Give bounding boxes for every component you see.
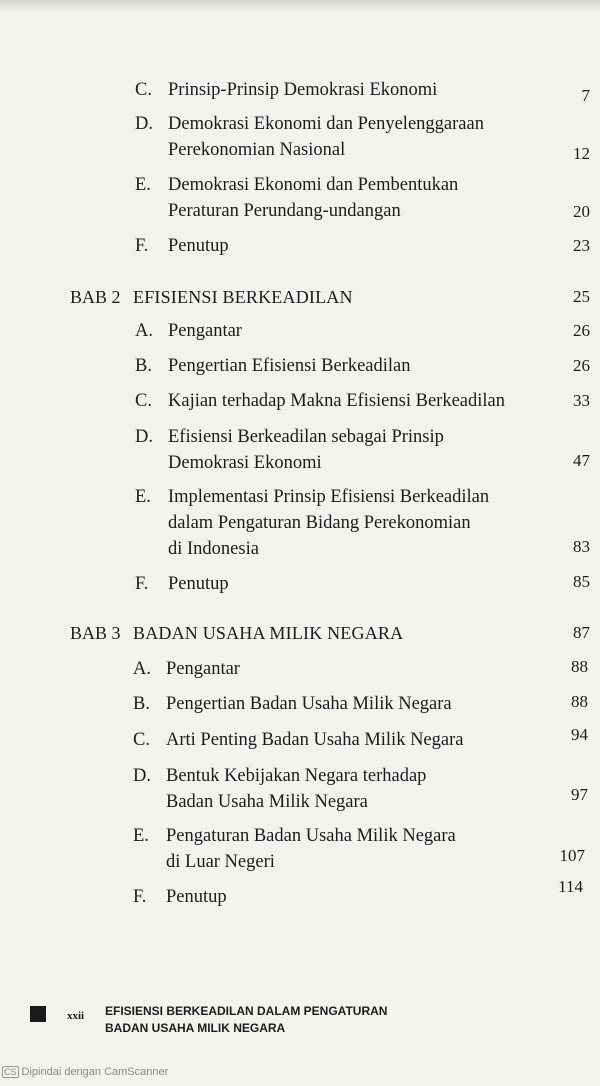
scanner-watermark [2,1066,168,1078]
toc-entry [135,388,590,414]
entry-title: Pengaturan Badan Usaha Milik Negara di Luar Negeri [166,826,456,872]
entry-title: Penutup [168,236,229,256]
page-footer [30,1003,590,1043]
entry-title: Pengertian Efisiensi Berkeadilan [168,356,411,376]
entry-page: 114 [558,877,583,896]
entry-page: 83 [573,537,590,556]
entry-letter: D. [135,427,153,447]
toc-entry [135,233,590,259]
entry-page: 33 [573,391,590,410]
entry-title: Demokrasi Ekonomi dan Penyelenggaraan Perekonomian Nasional [168,114,484,160]
entry-title: Efisiensi Berkeadilan sebagai Prinsip Demokrasi Ekonomi [168,427,444,473]
entry-letter: E. [133,826,149,846]
toc-entry [135,353,590,379]
entry-page: 85 [573,572,590,591]
entry-page: 97 [571,785,588,804]
entry-page: 47 [573,451,590,470]
entry-letter: F. [133,887,147,907]
toc-entry [135,111,590,163]
entry-letter: C. [133,730,150,750]
entry-letter: B. [135,356,152,376]
toc-entry [135,424,590,476]
scan-top-shadow [0,0,600,12]
entry-title: Bentuk Kebijakan Negara terhadap Badan Usaha Milik Negara [166,766,427,812]
entry-letter: E. [135,175,151,195]
entry-page: 26 [573,356,590,375]
chapter-heading [70,620,590,646]
entry-letter: D. [133,766,151,786]
toc-entry [135,77,590,103]
entry-page: 23 [573,236,590,255]
running-head: EFISIENSI BERKEADILAN DALAM PENGATURAN BADAN USAHA MILIK NEGARA [105,1004,388,1035]
camscanner-logo-icon: CS [4,1067,17,1077]
entry-title: Kajian terhadap Makna Efisiensi Berkeadilan [168,391,505,411]
chapter-page: 87 [573,623,590,642]
entry-page: 26 [573,321,590,340]
entry-title: Implementasi Prinsip Efisiensi Berkeadilan dalam Pengaturan Bidang Perekonomian di Indonesia [168,487,490,559]
page-number: xxii [67,1010,85,1022]
toc-entry [135,318,590,344]
watermark-text: Dipindai dengan CamScanner [21,1066,169,1078]
entry-title: Arti Penting Badan Usaha Milik Negara [166,730,464,750]
entry-letter: C. [135,80,152,100]
chapter-page: 25 [573,287,590,306]
entry-page: 12 [573,144,590,163]
entry-letter: F. [135,574,149,594]
entry-page: 107 [559,846,585,865]
entry-title: Penutup [166,887,227,907]
chapter-number: BAB 3 [70,623,121,643]
entry-letter: F. [135,236,149,256]
entry-title: Penutup [168,574,229,594]
toc-entry [133,877,588,910]
entry-title: Demokrasi Ekonomi dan Pembentukan Peraturan Perundang-undangan [168,175,459,221]
toc-entry [133,727,588,753]
chapter-title: EFISIENSI BERKEADILAN [133,287,353,307]
toc-entry [133,656,588,682]
entry-title: Pengertian Badan Usaha Milik Negara [166,694,452,714]
entry-page: 20 [573,202,590,221]
toc-entry [135,172,590,224]
footer-square-mark [30,1006,46,1022]
chapter-number: BAB 2 [70,287,121,307]
toc-entry [133,823,588,875]
entry-page: 94 [571,725,588,744]
entry-page: 88 [571,692,588,711]
entry-letter: D. [135,114,153,134]
entry-letter: B. [133,694,150,714]
entry-title: Pengantar [168,321,242,341]
entry-letter: E. [135,487,151,507]
chapter-title: BADAN USAHA MILIK NEGARA [133,623,404,643]
entry-title: Pengantar [166,659,240,679]
toc-entry [133,763,588,815]
entry-letter: A. [133,659,151,679]
chapter-heading [70,284,590,310]
entry-page: 7 [581,86,590,105]
toc-entry [135,484,590,562]
entry-letter: C. [135,391,152,411]
toc-entry [133,691,588,717]
entry-title: Prinsip-Prinsip Demokrasi Ekonomi [168,80,438,100]
entry-page: 88 [571,657,588,676]
toc-entry [135,571,590,597]
entry-letter: A. [135,321,153,341]
